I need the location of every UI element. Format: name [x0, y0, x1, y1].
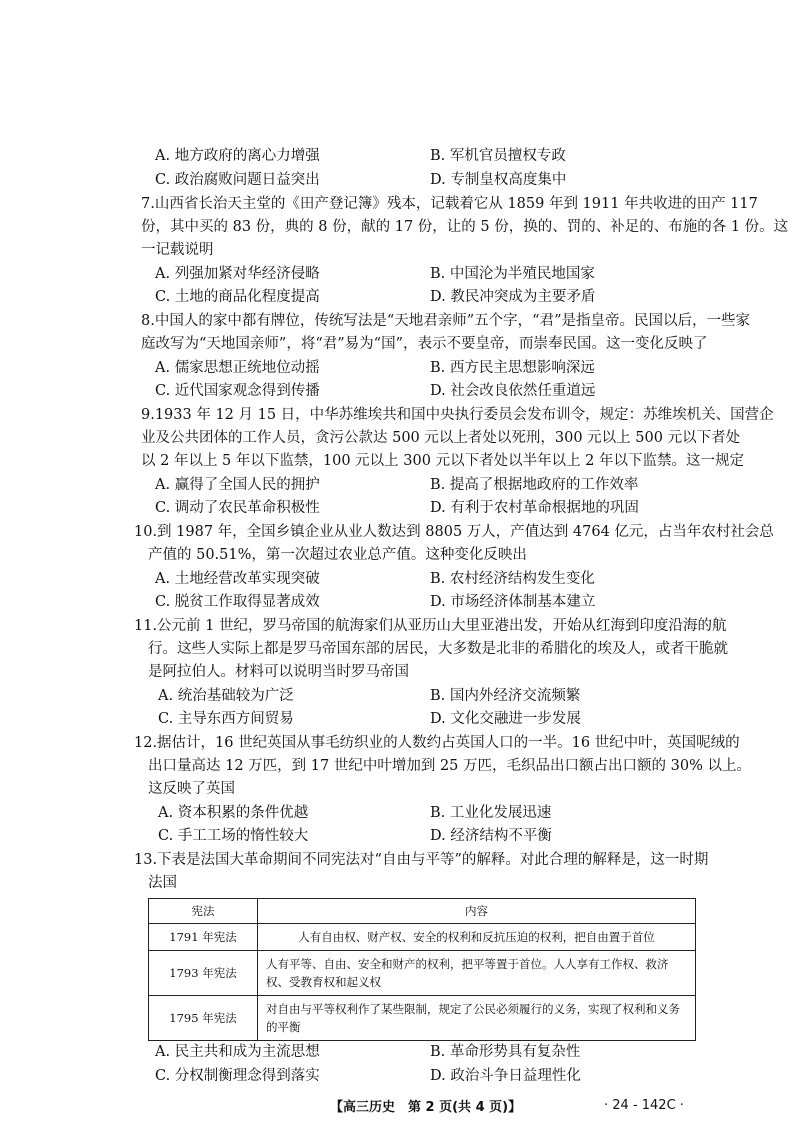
q7-option-b: B. 中国沦为半殖民地国家 [430, 266, 595, 282]
constitution-table [148, 898, 696, 1041]
q11-option-a: A. 统治基础较为广泛 [158, 688, 294, 704]
q10-stem-line1: 10.到 1987 年，全国乡镇企业从业人数达到 8805 万人，产值达到 4764 亿元，占当年农村社会总 [134, 524, 774, 540]
table-cell-content: 人有平等、自由、安全和财产的权利，把平等置于首位。人人享有工作权、救济权、受教育权和起义权 [258, 951, 696, 996]
q11-stem-line2: 行。这些人实际上都是罗马帝国东部的居民，大多数是北非的希腊化的埃及人，或者干脆就 [148, 641, 728, 657]
table-cell-content: 人有自由权、财产权、安全的权利和反抗压迫的权利，把自由置于首位 [258, 924, 696, 951]
q7-option-d: D. 教民冲突成为主要矛盾 [430, 289, 596, 305]
q12-option-d: D. 经济结构不平衡 [430, 828, 552, 844]
q9-option-a: A. 赢得了全国人民的拥护 [155, 477, 320, 493]
q11-option-d: D. 文化交融进一步发展 [430, 711, 581, 727]
q13-stem-line1: 13.下表是法国大革命期间不同宪法对“自由与平等”的解释。对此合理的解释是，这一时期 [134, 852, 709, 868]
q9-stem-line2: 业及公共团体的工作人员，贪污公款达 500 元以上者处以死刑，300 元以上 500 元以下者处 [141, 430, 741, 446]
table-cell-constitution: 1791 年宪法 [149, 924, 258, 951]
q13-stem-line2: 法国 [148, 875, 177, 891]
q11-option-b: B. 国内外经济交流频繁 [430, 688, 581, 704]
table-header-row [149, 899, 696, 924]
table-cell-constitution: 1795 年宪法 [149, 996, 258, 1041]
page-footer-label: 【高三历史 第 2 页(共 4 页)】 [330, 1100, 522, 1115]
table-header-constitution: 宪法 [149, 899, 258, 924]
q7-option-a: A. 列强加紧对华经济侵略 [155, 266, 320, 282]
q11-stem-line3: 是阿拉伯人。材料可以说明当时罗马帝国 [148, 664, 409, 680]
q7-stem-line1: 7.山西省长治天主堂的《田产登记簿》残本，记载着它从 1859 年到 1911 年共收进的田产 117 [141, 196, 758, 212]
q8-option-a: A. 儒家思想正统地位动摇 [155, 360, 320, 376]
q9-option-c: C. 调动了农民革命积极性 [155, 500, 320, 516]
q9-option-b: B. 提高了根据地政府的工作效率 [430, 477, 639, 493]
q12-option-c: C. 手工工场的惰性较大 [158, 828, 309, 844]
q13-option-b: B. 革命形势具有复杂性 [430, 1044, 581, 1060]
q13-option-d: D. 政治斗争日益理性化 [430, 1068, 581, 1084]
table-row [149, 924, 696, 951]
q9-stem-line1: 9.1933 年 12 月 15 日，中华苏维埃共和国中央执行委员会发布训令，规定：苏维埃机关、国营企 [141, 407, 774, 423]
q6-option-b: B. 军机官员擅权专政 [430, 148, 566, 164]
q9-option-d: D. 有利于农村革命根据地的巩固 [430, 500, 639, 516]
table-cell-constitution: 1793 年宪法 [149, 951, 258, 996]
q7-option-c: C. 土地的商品化程度提高 [155, 289, 320, 305]
q10-option-c: C. 脱贫工作取得显著成效 [155, 594, 320, 610]
table-header-content: 内容 [258, 899, 696, 924]
q10-option-b: B. 农村经济结构发生变化 [430, 571, 595, 587]
q8-stem-line1: 8.中国人的家中都有牌位，传统写法是“天地君亲师”五个字，“君”是指皇帝。民国以后，一些家 [141, 313, 750, 329]
table-cell-content: 对自由与平等权利作了某些限制，规定了公民必须履行的义务，实现了权利和义务的平衡 [258, 996, 696, 1041]
q10-option-a: A. 土地经营改革实现突破 [155, 571, 320, 587]
q13-option-a: A. 民主共和成为主流思想 [155, 1044, 320, 1060]
q12-option-b: B. 工业化发展迅速 [430, 805, 552, 821]
q7-stem-line2: 份，其中买的 83 份，典的 8 份，献的 17 份，让的 5 份，换的、罚的、补足的、布施的各 1 份。这 [141, 219, 789, 235]
q7-stem-line3: 一记载说明 [141, 242, 214, 258]
q12-stem-line2: 出口量高达 12 万匹，到 17 世纪中叶增加到 25 万匹，毛织品出口额占出口额的 30% 以上。 [148, 758, 751, 774]
q6-option-a: A. 地方政府的离心力增强 [155, 148, 320, 164]
q10-option-d: D. 市场经济体制基本建立 [430, 594, 596, 610]
q10-stem-line2: 产值的 50.51%，第一次超过农业总产值。这种变化反映出 [148, 547, 527, 563]
q8-stem-line2: 庭改写为“天地国亲师”，将“君”易为“国”，表示不要皇帝，而崇奉民国。这一变化反映了 [141, 336, 708, 352]
table-row [149, 996, 696, 1041]
page-footer-code: · 24 - 142C · [604, 1098, 684, 1113]
q13-option-c: C. 分权制衡理念得到落实 [155, 1068, 320, 1084]
q8-option-b: B. 西方民主思想影响深远 [430, 360, 595, 376]
q11-stem-line1: 11.公元前 1 世纪，罗马帝国的航海家们从亚历山大里亚港出发，开始从红海到印度沿海的航 [134, 618, 727, 634]
q8-option-d: D. 社会改良依然任重道远 [430, 383, 596, 399]
table-row [149, 951, 696, 996]
q9-stem-line3: 以 2 年以上 5 年以下监禁，100 元以上 300 元以下者处以半年以上 2 年以下监禁。这一规定 [141, 453, 745, 469]
q6-option-c: C. 政治腐败问题日益突出 [155, 172, 320, 188]
q12-option-a: A. 资本积累的条件优越 [158, 805, 309, 821]
q11-option-c: C. 主导东西方间贸易 [158, 711, 294, 727]
q8-option-c: C. 近代国家观念得到传播 [155, 383, 320, 399]
q12-stem-line1: 12.据估计，16 世纪英国从事毛纺织业的人数约占英国人口的一半。16 世纪中叶，英国呢绒的 [134, 735, 740, 751]
q6-option-d: D. 专制皇权高度集中 [430, 172, 567, 188]
q12-stem-line3: 这反映了英国 [148, 781, 235, 797]
